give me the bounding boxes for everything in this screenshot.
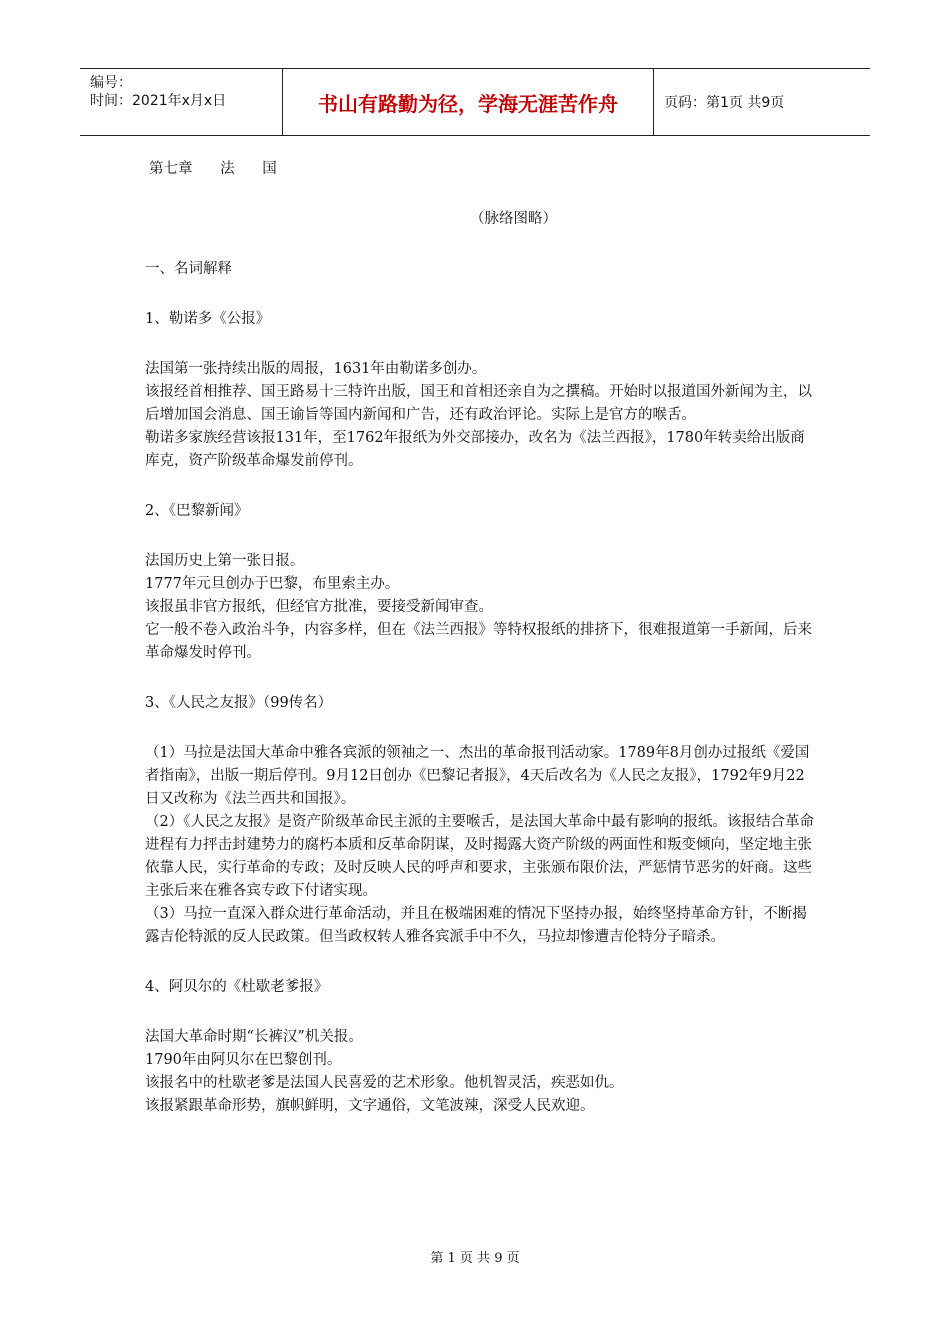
header-motto: 书山有路勤为径，学海无涯苦作舟 <box>282 69 654 135</box>
paragraph: 该报紧跟革命形势，旗帜鲜明，文字通俗，文笔波辣，深受人民欢迎。 <box>145 1098 595 1114</box>
paragraph: 该报经首相推荐、国王路易十三特许出版，国王和首相还亲自为之撰稿。开始时以报道国外新闻为主，以后增加国会消息、国王谕旨等国内新闻和广告，还有政治评论。实际上是官方的喉舌。 <box>145 384 812 423</box>
header-meta <box>80 69 282 135</box>
paragraph: 该报虽非官方报纸，但经官方批准，要接受新闻审查。 <box>145 599 493 615</box>
section-paragraphs <box>145 358 815 473</box>
paragraph: 它一般不卷入政治斗争，内容多样，但在《法兰西报》等特权报纸的排挤下，很难报道第一手新闻，后来革命爆发时停刊。 <box>145 622 812 661</box>
section-paragraphs <box>145 550 815 665</box>
paragraph: 法国历史上第一张日报。 <box>145 553 305 569</box>
section-paragraphs <box>145 1026 815 1118</box>
paragraph: 1790年由阿贝尔在巴黎创刊。 <box>145 1052 342 1068</box>
number-label: 编号： <box>90 75 132 91</box>
page-header <box>80 68 870 136</box>
paragraph: 法国第一张持续出版的周报，1631年由勒诺多创办。 <box>145 361 487 377</box>
paragraph: （3）马拉一直深入群众进行革命活动，并且在极端困难的情况下坚持办报，始终坚持革命方针，不断揭露吉伦特派的反人民政策。但当政权转人雅各宾派手中不久，马拉却惨遭吉伦特分子暗杀。 <box>145 906 807 945</box>
subtitle: （脉络图略） <box>470 211 557 227</box>
section-paragraphs <box>145 742 815 949</box>
section-heading: 一、名词解释 <box>145 261 232 277</box>
paragraph: 勒诺多家族经营该报131年，至1762年报纸为外交部接办，改名为《法兰西报》，1780年转卖给出版商库克，资产阶级革命爆发前停刊。 <box>145 430 805 469</box>
section-heading: 3、《人民之友报》（99传名） <box>145 695 333 711</box>
paragraph: 该报名中的杜歇老爹是法国人民喜爱的艺术形象。他机智灵活，疾恶如仇。 <box>145 1075 624 1091</box>
section-heading: 4、阿贝尔的《杜歇老爹报》 <box>145 979 329 995</box>
section-heading: 1、勒诺多《公报》 <box>145 311 271 327</box>
chapter-title: 第七章 法 国 <box>149 161 277 177</box>
paragraph: 法国大革命时期“长裤汉”机关报。 <box>145 1029 363 1045</box>
page-footer: 第 1 页 共 9 页 <box>430 1251 520 1266</box>
paragraph: （2）《人民之友报》是资产阶级革命民主派的主要喉舌，是法国大革命中最有影响的报纸。该报结合革命进程有力抨击封建势力的腐朽本质和反革命阴谋，及时揭露大资产阶级的两面性和叛变倾向，坚定地主张依靠人民，实行革命的专政；及时反映人民的呼声和要求，主张颁布限价法，严惩情节恶劣的奸商。这些主张后来在雅各宾专政下付诸实现。 <box>145 814 814 899</box>
header-page-info: 页码：第1页 共9页 <box>664 95 785 111</box>
section-heading: 2、《巴黎新闻》 <box>145 503 249 519</box>
document-body <box>145 158 815 1145</box>
paragraph: 1777年元旦创办于巴黎，布里索主办。 <box>145 576 400 592</box>
time-label: 时间：2021年x月x日 <box>90 93 227 109</box>
paragraph: （1）马拉是法国大革命中雅各宾派的领袖之一、杰出的革命报刊活动家。1789年8月创办过报纸《爱国者指南》，出版一期后停刊。9月12日创办《巴黎记者报》，4天后改名为《人民之友报》，1792年9月22日又改称为《法兰西共和国报》。 <box>145 745 810 807</box>
